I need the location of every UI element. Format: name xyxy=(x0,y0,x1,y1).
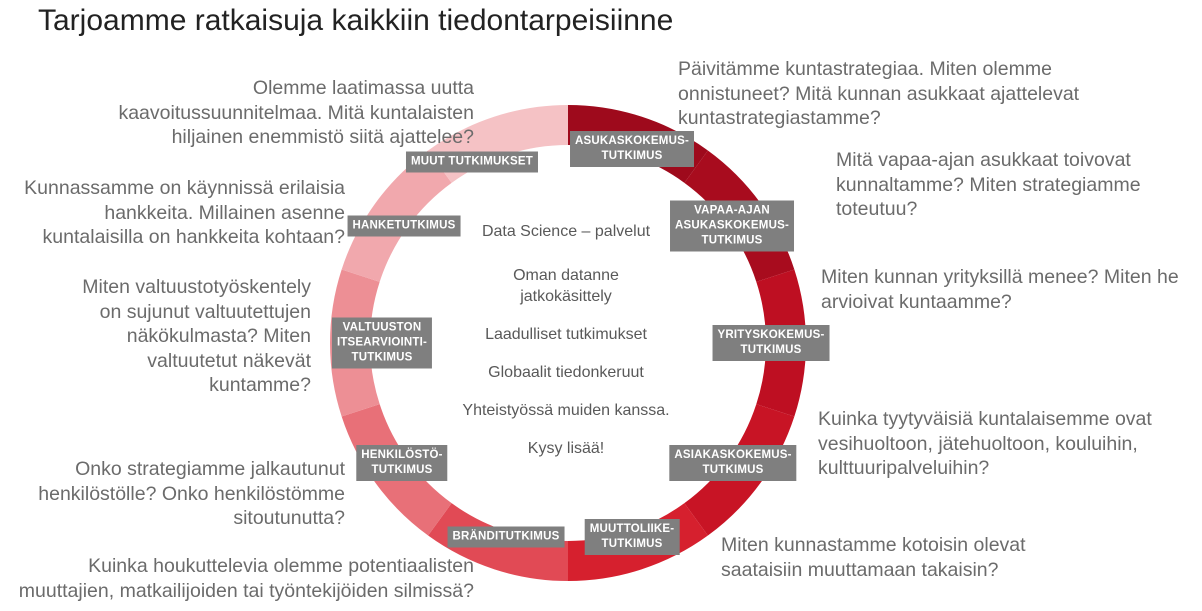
center-item: Yhteistyössä muiden kanssa. xyxy=(462,402,670,419)
question-vapaa-ajan: Mitä vapaa-ajan asukkaat toivovat kunnaltamme? Miten strategiamme toteutuu? xyxy=(836,149,1141,220)
label-asukaskokemus[interactable]: ASUKASKOKEMUS- TUTKIMUS xyxy=(570,131,694,167)
label-muuttoliike[interactable]: MUUTTOLIIKE- TUTKIMUS xyxy=(585,519,680,555)
question-muut: Olemme laatimassa uutta kaavoitussuunnitelmaa. Mitä kuntalaisten hiljainen enemmistö siitä ajattelee? xyxy=(118,77,474,148)
question-valtuusto: Miten valtuustotyöskentely on sujunut valtuutettujen näkökulmasta? Miten valtuutetut näkevät kuntamme? xyxy=(82,276,311,396)
question-hanke: Kunnassamme on käynnissä erilaisia hankkeita. Millainen asenne kuntalaisilla on hankkeita kohtaan? xyxy=(24,177,345,248)
label-brandi[interactable]: BRÄNDITUTKIMUS xyxy=(448,527,565,548)
question-muuttoliike: Miten kunnastamme kotoisin olevat saataisiin muuttamaan takaisin? xyxy=(721,534,1026,581)
question-brandi: Kuinka houkuttelevia olemme potentiaalisten muuttajien, matkailijoiden tai työntekijöiden silmissä? xyxy=(18,555,474,602)
center-item: Data Science – palvelut xyxy=(481,223,651,240)
label-muut[interactable]: MUUT TUTKIMUKSET xyxy=(406,152,538,173)
center-item: Laadulliset tutkimukset xyxy=(485,326,647,343)
center-item: Kysy lisää! xyxy=(527,440,605,457)
question-asiakaskokemus: Kuinka tyytyväisiä kuntalaisemme ovat vesihuoltoon, jätehuoltoon, kouluihin, kulttuuripalveluihin? xyxy=(818,408,1152,479)
page-title: Tarjoamme ratkaisuja kaikkiin tiedontarpeisiinne xyxy=(38,4,674,37)
question-asukaskokemus: Päivitämme kuntastrategiaa. Miten olemme onnistuneet? Mitä kunnan asukkaat ajattelevat kuntastrategiastamme? xyxy=(678,58,1080,129)
label-valtuusto[interactable]: VALTUUSTON ITSEARVIOINTI- TUTKIMUS xyxy=(332,318,432,369)
label-hanke[interactable]: HANKETUTKIMUS xyxy=(348,216,461,237)
question-henkilosto: Onko strategiamme jalkautunut henkilöstölle? Onko henkilöstömme sitoutunutta? xyxy=(38,458,345,529)
center-item: Globaalit tiedonkeruut xyxy=(488,364,644,381)
center-services xyxy=(456,221,676,459)
question-yrityskokemus: Miten kunnan yrityksillä menee? Miten he arvioivat kuntaamme? xyxy=(821,266,1179,313)
label-yrityskokemus[interactable]: YRITYSKOKEMUS- TUTKIMUS xyxy=(713,325,830,361)
label-vapaa-ajan[interactable]: VAPAA-AJAN ASUKASKOKEMUS- TUTKIMUS xyxy=(670,201,794,252)
center-item: Oman datanne jatkokäsittely xyxy=(513,267,619,305)
label-henkilosto[interactable]: HENKILÖSTÖ- TUTKIMUS xyxy=(356,445,447,481)
label-asiakaskokemus[interactable]: ASIAKASKOKEMUS- TUTKIMUS xyxy=(669,445,796,481)
